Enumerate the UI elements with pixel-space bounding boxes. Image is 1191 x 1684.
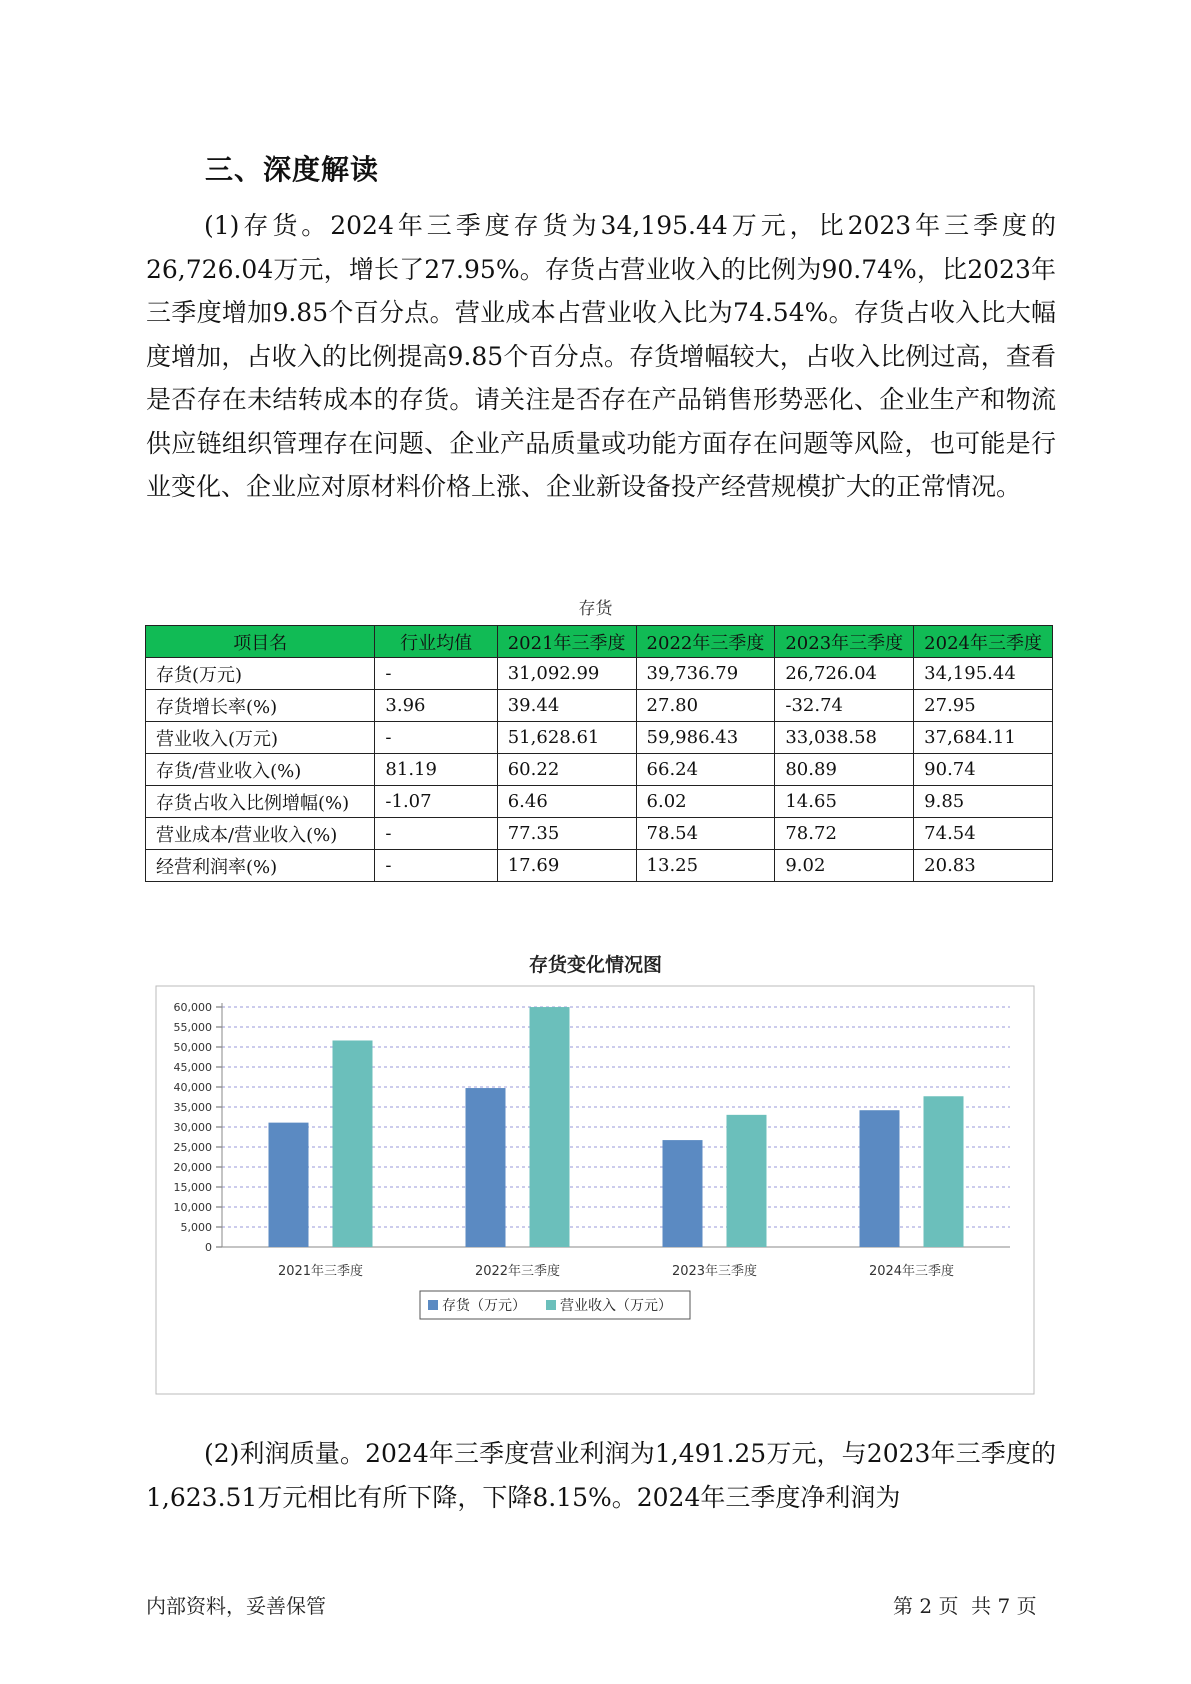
table-header-cell: 2023年三季度 [775,626,914,658]
x-tick-label: 2024年三季度 [868,1264,955,1279]
table-header-cell: 2022年三季度 [636,626,775,658]
table-row [146,786,1053,818]
table-cell: 9.02 [775,850,914,882]
section-heading: 三、深度解读 [205,153,380,186]
table-cell: - [375,722,497,754]
footer-confidential-note: 内部资料，妥善保管 [146,1594,326,1618]
paragraph-inventory: (1)存货。2024年三季度存货为34,195.44万元，比2023年三季度的26,726.04万元，增长了27.95%。存货占营业收入的比例为90.74%，比2023年三季度增加9.85个百分点。营业成本占营业收入比为74.54%。存货占收入比大幅度增加，占收入的比例提高9.85个百分点。存货增幅较大，占收入比例过高，查看是否存在未结转成本的存货。请关注是否存在产品销售形势恶化、企业生产和物流供应链组织管理存在问题、企业产品质量或功能方面存在问题等风险，也可能是行业变化、企业应对原材料价格上涨、企业新设备投产经营规模扩大的正常情况。 [146,211,1056,501]
y-tick-label: 35,000 [173,1101,212,1114]
paragraph-profit-quality: (2)利润质量。2024年三季度营业利润为1,491.25万元，与2023年三季度的1,623.51万元相比有所下降，下降8.15%。2024年三季度净利润为 [146,1439,1056,1512]
bar-revenue [530,1007,570,1247]
table-cell: 13.25 [636,850,775,882]
table-cell: 51,628.61 [497,722,636,754]
footer-page-number: 第 2 页 共 7 页 [893,1594,1037,1618]
table-cell: 营业收入(万元) [146,722,375,754]
table-cell: 3.96 [375,690,497,722]
table-cell: 存货增长率(%) [146,690,375,722]
bar-inventory [269,1123,309,1247]
y-tick-label: 5,000 [180,1221,212,1234]
table-cell: 80.89 [775,754,914,786]
table-cell: 存货占收入比例增幅(%) [146,786,375,818]
table-cell: 60.22 [497,754,636,786]
table-header-cell: 2024年三季度 [914,626,1053,658]
y-tick-label: 60,000 [173,1001,212,1014]
y-tick-label: 50,000 [173,1041,212,1054]
table-cell: 存货/营业收入(%) [146,754,375,786]
x-tick-label: 2021年三季度 [277,1264,364,1279]
table-cell: -1.07 [375,786,497,818]
table-body [146,658,1053,882]
table-header-cell: 2021年三季度 [497,626,636,658]
bar-revenue [924,1096,964,1247]
table-cell: 20.83 [914,850,1053,882]
table-cell: 6.46 [497,786,636,818]
chart-title: 存货变化情况图 [528,954,662,976]
y-tick-label: 0 [205,1241,212,1254]
table-caption: 存货 [578,599,613,619]
inventory-table [145,625,1053,882]
table-cell: -32.74 [775,690,914,722]
y-tick-label: 25,000 [173,1141,212,1154]
table-cell: 6.02 [636,786,775,818]
table-cell: - [375,658,497,690]
table-cell: 存货(万元) [146,658,375,690]
table-cell: 经营利润率(%) [146,850,375,882]
table-cell: 66.24 [636,754,775,786]
y-tick-label: 10,000 [173,1201,212,1214]
x-tick-label: 2023年三季度 [671,1264,758,1279]
table-row [146,818,1053,850]
y-tick-label: 15,000 [173,1181,212,1194]
table-row [146,850,1053,882]
y-tick-label: 20,000 [173,1161,212,1174]
table-row [146,690,1053,722]
table-cell: 27.80 [636,690,775,722]
table-cell: 39.44 [497,690,636,722]
bar-inventory [663,1140,703,1247]
table-cell: 9.85 [914,786,1053,818]
table-cell: - [375,850,497,882]
bar-inventory [466,1088,506,1247]
table-row [146,754,1053,786]
table-cell: 59,986.43 [636,722,775,754]
table-cell: 77.35 [497,818,636,850]
table-cell: 14.65 [775,786,914,818]
y-tick-label: 30,000 [173,1121,212,1134]
table-cell: 39,736.79 [636,658,775,690]
table-cell: 17.69 [497,850,636,882]
table-cell: 33,038.58 [775,722,914,754]
table-cell: 27.95 [914,690,1053,722]
table-row [146,658,1053,690]
y-tick-label: 55,000 [173,1021,212,1034]
table-cell: 81.19 [375,754,497,786]
table-header-cell: 项目名 [146,626,375,658]
y-tick-label: 40,000 [173,1081,212,1094]
bar-revenue [333,1040,373,1247]
inventory-bar-chart [155,985,1035,1395]
table-cell: 78.72 [775,818,914,850]
table-cell: 26,726.04 [775,658,914,690]
bar-revenue [727,1115,767,1247]
x-tick-label: 2022年三季度 [474,1264,561,1279]
table-header-cell: 行业均值 [375,626,497,658]
legend-label: 营业收入（万元） [560,1298,672,1314]
legend-swatch [546,1300,556,1310]
table-row [146,722,1053,754]
table-cell: 37,684.11 [914,722,1053,754]
table-cell: 营业成本/营业收入(%) [146,818,375,850]
table-header-row [146,626,1053,658]
table-cell: - [375,818,497,850]
table-cell: 74.54 [914,818,1053,850]
bar-inventory [860,1110,900,1247]
table-cell: 78.54 [636,818,775,850]
legend-swatch [428,1300,438,1310]
table-cell: 90.74 [914,754,1053,786]
table-cell: 31,092.99 [497,658,636,690]
y-tick-label: 45,000 [173,1061,212,1074]
legend-label: 存货（万元） [442,1298,526,1314]
table-cell: 34,195.44 [914,658,1053,690]
